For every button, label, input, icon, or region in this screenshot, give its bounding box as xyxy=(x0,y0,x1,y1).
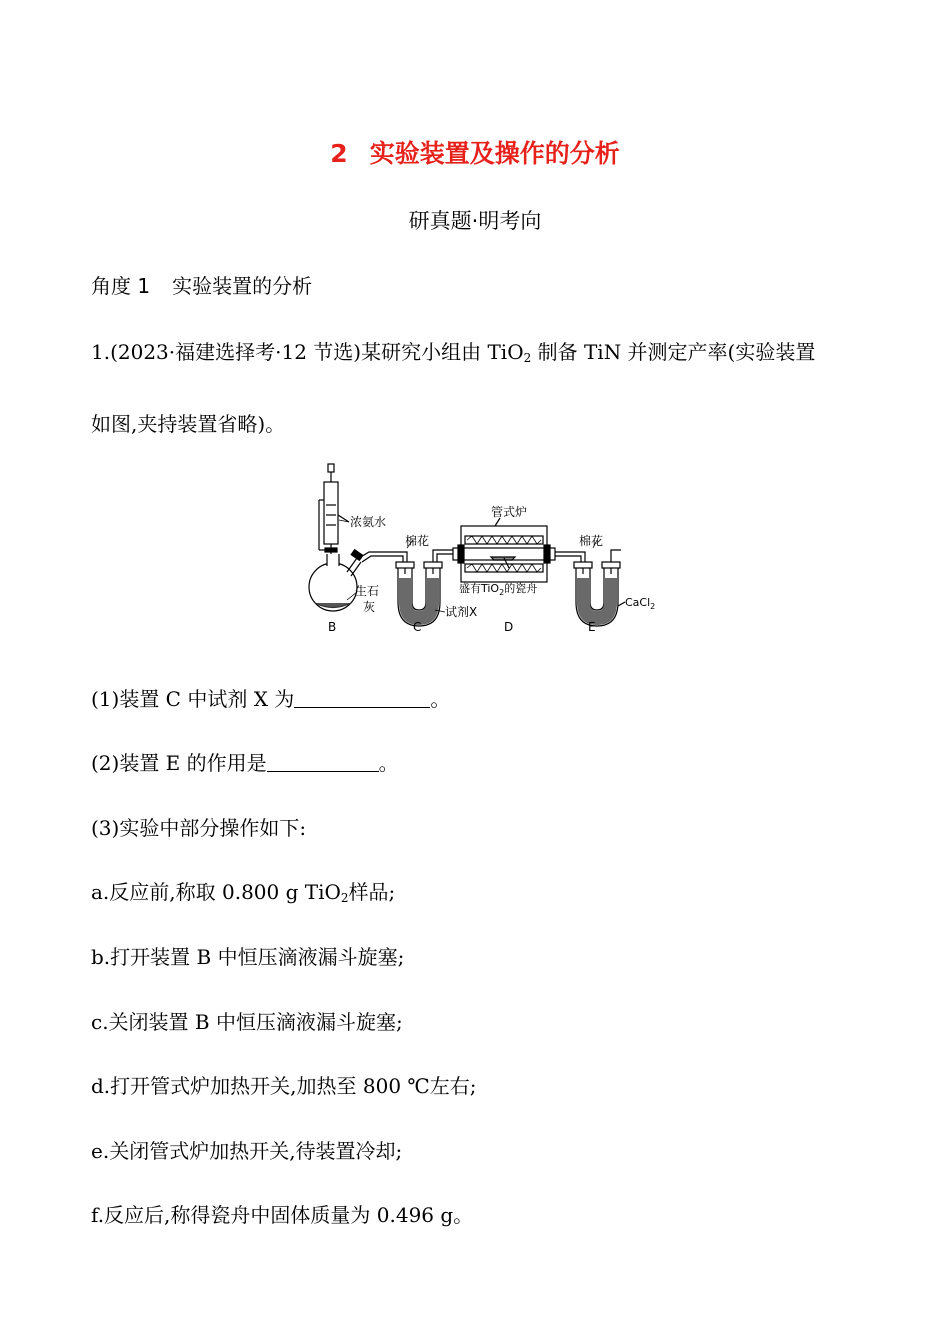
label-quicklime-1: 生石 xyxy=(355,584,380,598)
label-cotton-right: 棉花 xyxy=(579,534,604,548)
label-furnace: 管式炉 xyxy=(491,505,528,519)
question-line-2: 如图,夹持装置省略)。 xyxy=(91,412,286,436)
sub-question-2: (2)装置 E 的作用是 。 xyxy=(91,751,399,775)
question-line-1: 1.(2023·福建选择考·12 节选)某研究小组由 TiO$_2$ 制备 TiN 并测定产率(实验装置 xyxy=(91,340,816,365)
label-e: E xyxy=(588,620,596,634)
angle-text: 实验装置的分析 xyxy=(172,274,313,298)
step-a: a.反应前,称取 0.800 g TiO$_2$样品; xyxy=(91,880,396,905)
u-tube-c xyxy=(396,562,442,626)
label-cotton-left: 棉花 xyxy=(405,534,430,548)
dropping-funnel xyxy=(319,464,349,560)
label-reagent-x: 试剂X xyxy=(445,605,478,619)
step-c: c.关闭装置 B 中恒压滴液漏斗旋塞; xyxy=(91,1010,403,1034)
label-quicklime-2: 灰 xyxy=(363,600,376,614)
label-d: D xyxy=(504,620,514,634)
answer-blank-1[interactable] xyxy=(294,689,430,708)
apparatus-figure xyxy=(295,460,665,640)
angle-label: 角度 1 xyxy=(91,274,151,298)
step-b: b.打开装置 B 中恒压滴液漏斗旋塞; xyxy=(91,945,405,969)
label-c: C xyxy=(413,620,422,634)
subtitle: 研真题·明考向 xyxy=(408,209,542,233)
angle-heading xyxy=(91,270,312,299)
step-e: e.关闭管式炉加热开关,待装置冷却; xyxy=(91,1139,403,1163)
step-f: f.反应后,称得瓷舟中固体质量为 0.496 g。 xyxy=(91,1203,474,1227)
label-b: B xyxy=(328,620,337,634)
sub-question-1: (1)装置 C 中试剂 X 为 。 xyxy=(91,687,451,711)
step-d: d.打开管式炉加热开关,加热至 800 ℃左右; xyxy=(91,1074,477,1098)
flask-b xyxy=(309,550,363,611)
section-title-text: 实验装置及操作的分析 xyxy=(369,139,620,168)
u-tube-e xyxy=(574,550,625,626)
sub-question-3: (3)实验中部分操作如下: xyxy=(91,816,307,840)
tube-furnace xyxy=(453,518,555,582)
label-boat: 盛有TiO$_2$的瓷舟 xyxy=(459,582,538,597)
label-cacl2: CaCl$_2$ xyxy=(625,596,656,611)
section-number: 2 xyxy=(330,139,348,168)
section-title xyxy=(0,134,950,170)
label-ammonia: 浓氨水 xyxy=(350,515,387,529)
answer-blank-2[interactable] xyxy=(267,753,379,772)
